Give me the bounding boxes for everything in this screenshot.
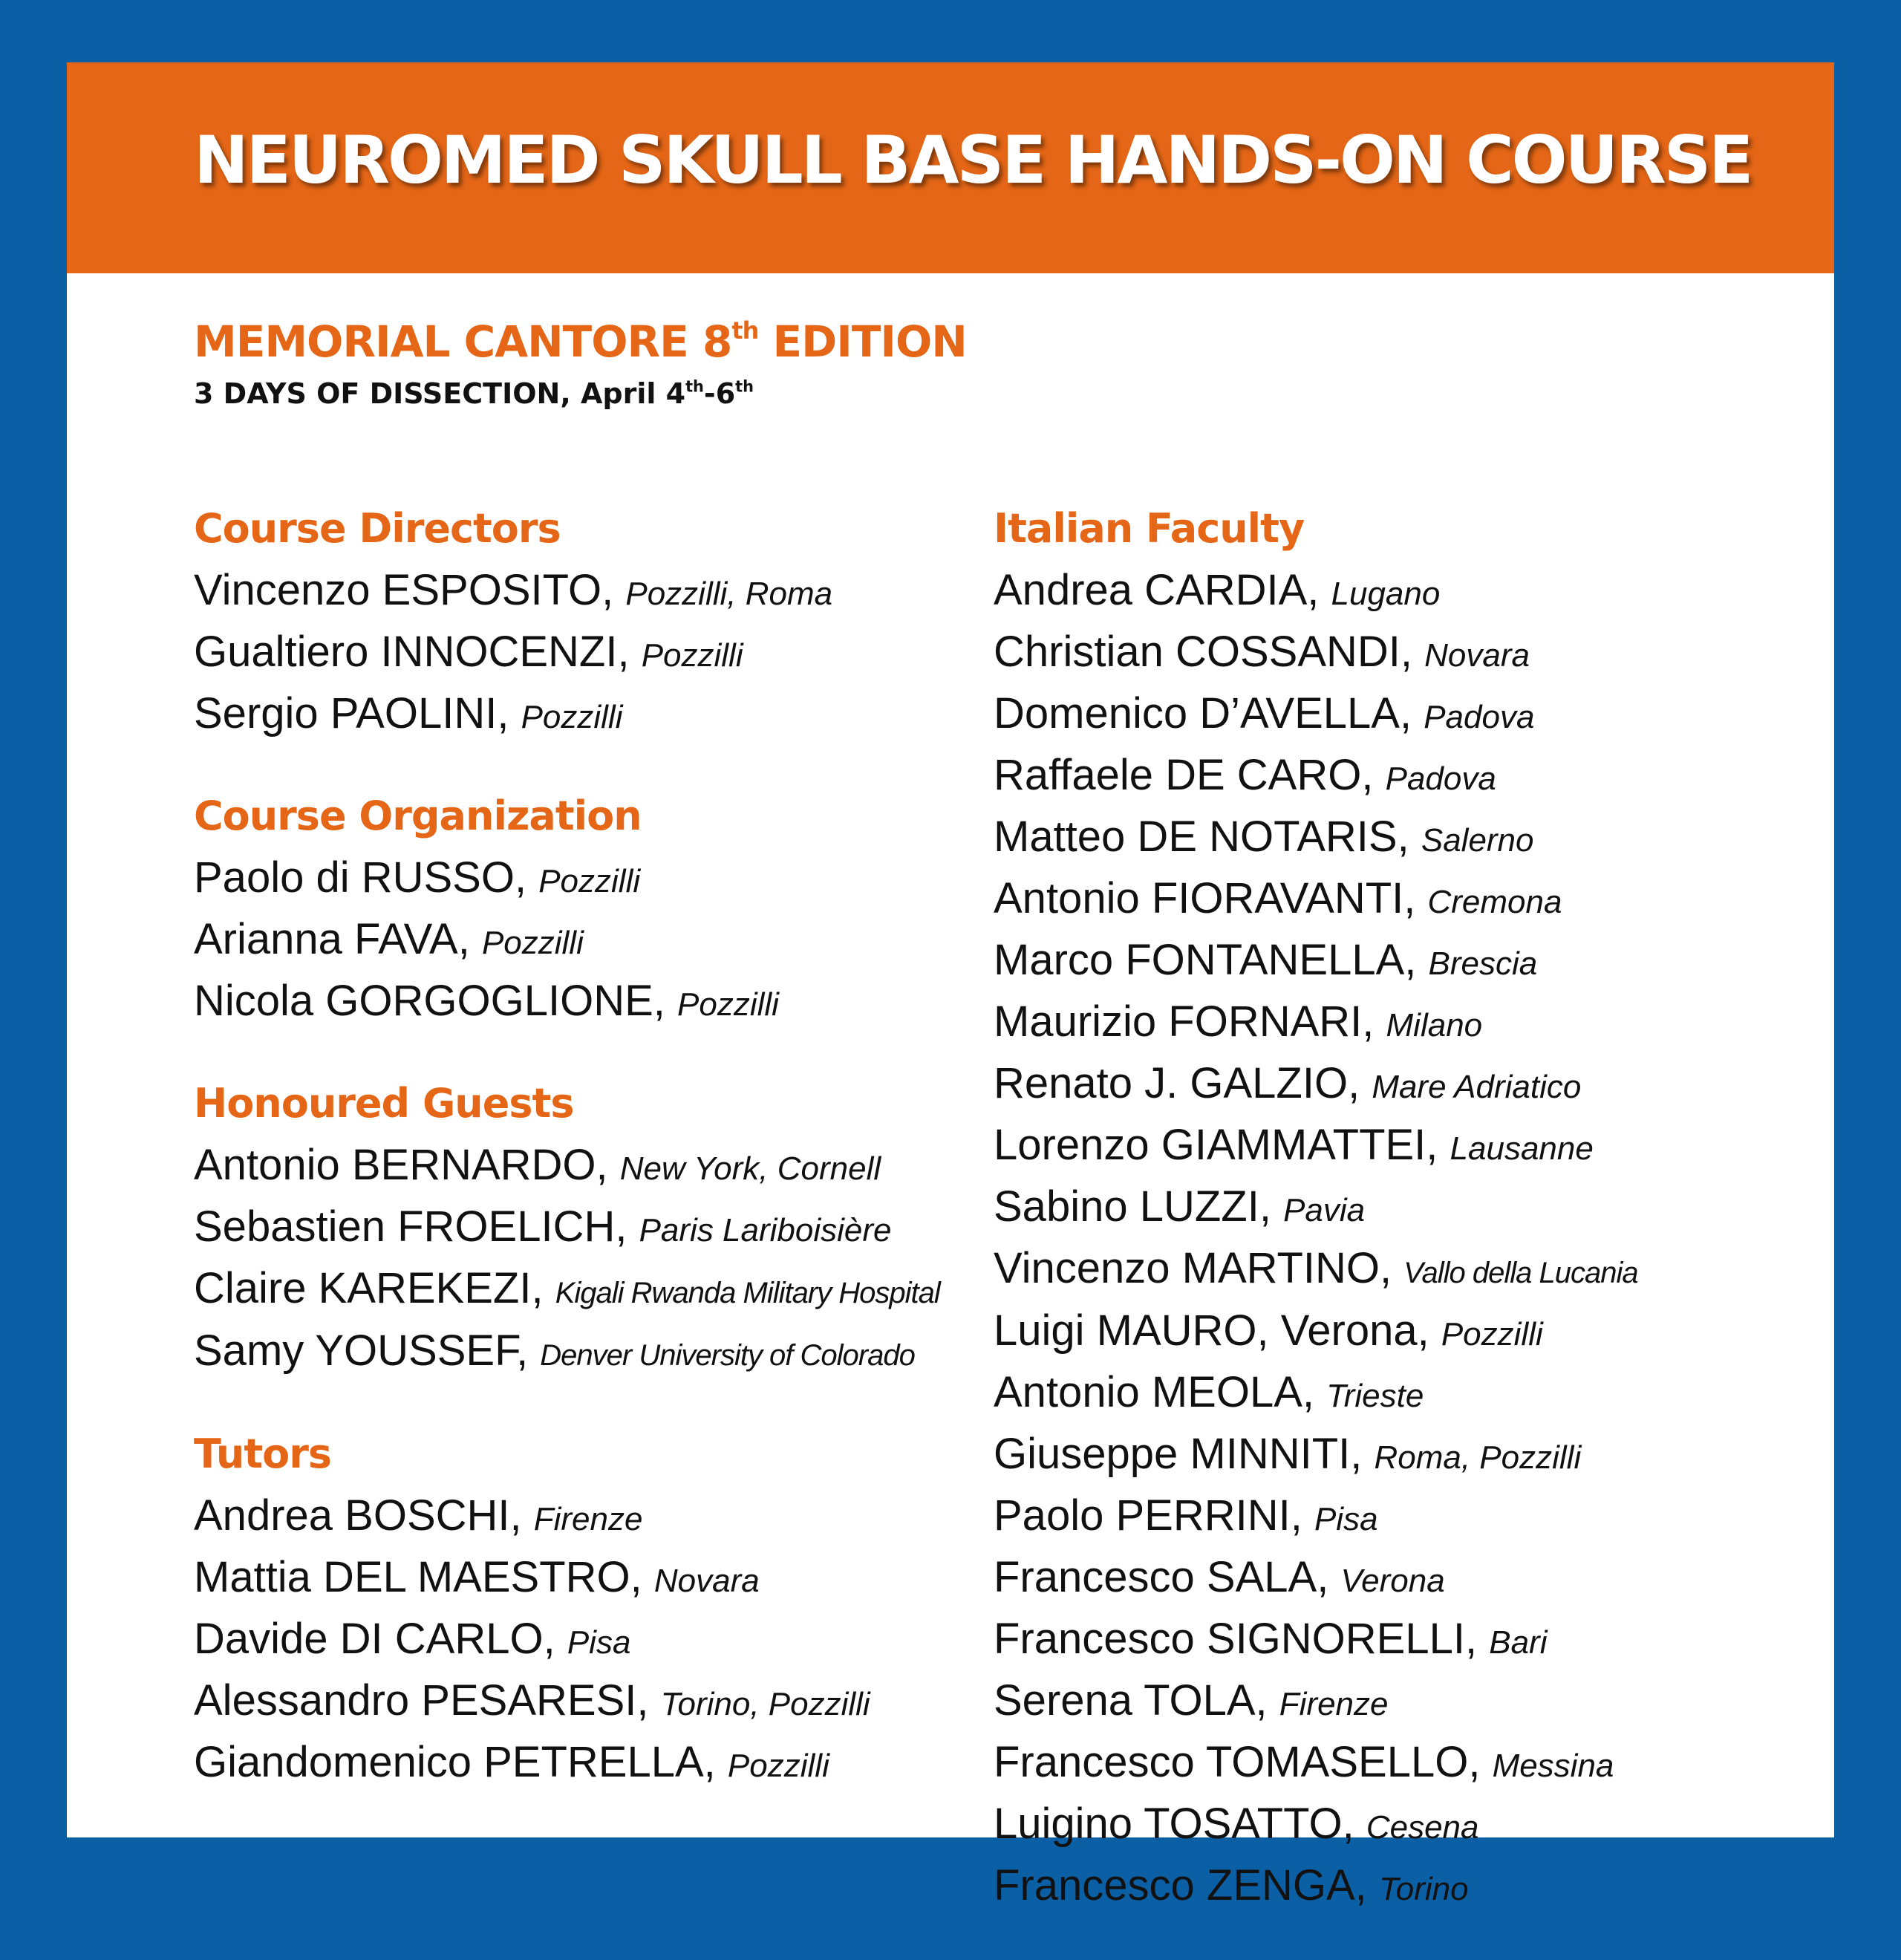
person-entry — [994, 1055, 1796, 1116]
person-name: Lorenzo GIAMMATTEI, — [994, 1121, 1450, 1169]
section-course-organization — [194, 788, 966, 1034]
person-name: Francesco SIGNORELLI, — [994, 1615, 1490, 1663]
person-entry — [194, 1136, 966, 1198]
person-name: Francesco SALA, — [994, 1553, 1341, 1601]
dates-mid: -6 — [703, 377, 736, 410]
person-name: Antonio BERNARDO, — [194, 1141, 620, 1189]
person-entry — [994, 685, 1796, 746]
person-location: Pisa — [1314, 1501, 1378, 1537]
person-name: Antonio FIORAVANTI, — [994, 874, 1428, 922]
person-entry — [994, 808, 1796, 870]
person-name: Francesco TOMASELLO, — [994, 1738, 1493, 1786]
content-card — [67, 62, 1834, 1909]
person-entry — [194, 1198, 966, 1260]
person-name: Samy YOUSSEF, — [194, 1326, 541, 1375]
person-entry — [994, 746, 1796, 808]
section-italian-faculty — [994, 501, 1796, 1918]
title-banner — [67, 62, 1834, 273]
person-name: Giuseppe MINNITI, — [994, 1430, 1375, 1478]
person-name: Serena TOLA, — [994, 1676, 1279, 1725]
left-column — [194, 501, 966, 1837]
person-location: Padova — [1385, 761, 1496, 797]
right-column — [994, 501, 1796, 1960]
person-entry — [194, 1733, 966, 1795]
person-name: Vincenzo MARTINO, — [994, 1244, 1404, 1292]
person-entry — [994, 561, 1796, 623]
person-entry — [194, 972, 966, 1034]
person-location: Cesena — [1366, 1809, 1479, 1846]
person-location: Mare Adriatico — [1372, 1069, 1582, 1105]
person-location: Roma, Pozzilli — [1374, 1439, 1582, 1476]
section-title: Italian Faculty — [994, 505, 1305, 552]
person-location: Messina — [1492, 1748, 1614, 1784]
person-location: Milano — [1386, 1007, 1483, 1044]
person-location: Torino, Pozzilli — [660, 1686, 870, 1722]
person-location: Pozzilli — [1441, 1316, 1543, 1352]
person-name: Vincenzo ESPOSITO, — [194, 566, 626, 614]
edition-subtitle — [194, 316, 967, 367]
edition-suffix: EDITION — [758, 316, 967, 367]
person-name: Raffaele DE CARO, — [994, 751, 1386, 799]
person-name: Antonio MEOLA, — [994, 1368, 1327, 1416]
person-entry — [994, 1795, 1796, 1857]
person-location: Pavia — [1283, 1192, 1366, 1228]
person-name: Renato J. GALZIO, — [994, 1059, 1372, 1107]
person-entry — [194, 1549, 966, 1610]
person-entry — [194, 623, 966, 685]
person-entry — [194, 561, 966, 623]
person-location: Padova — [1424, 699, 1535, 735]
course-title: NEUROMED SKULL BASE HANDS-ON COURSE — [194, 122, 1752, 198]
person-name: Andrea CARDIA, — [994, 566, 1331, 614]
person-location: Pozzilli — [677, 986, 779, 1023]
person-name: Paolo di RUSSO, — [194, 853, 539, 902]
person-name: Sergio PAOLINI, — [194, 689, 521, 738]
person-name: Alessandro PESARESI, — [194, 1676, 661, 1725]
person-entry — [194, 685, 966, 746]
person-entry — [994, 1425, 1796, 1487]
person-name: Luigi MAURO, Verona, — [994, 1306, 1441, 1355]
person-name: Domenico D’AVELLA, — [994, 689, 1424, 738]
person-entry — [994, 931, 1796, 993]
person-name: Andrea BOSCHI, — [194, 1491, 534, 1540]
person-location: Pozzilli — [481, 925, 584, 961]
person-entry — [194, 849, 966, 911]
person-location: Firenze — [1279, 1686, 1389, 1722]
person-location: Pisa — [567, 1624, 631, 1661]
person-name: Marco FONTANELLA, — [994, 936, 1429, 984]
person-location: Pozzilli — [521, 699, 623, 735]
person-name: Maurizio FORNARI, — [994, 997, 1386, 1046]
person-name: Nicola GORGOGLIONE, — [194, 977, 678, 1025]
person-entry — [194, 1322, 966, 1384]
person-entry — [994, 1549, 1796, 1610]
person-location: Pozzilli — [727, 1748, 829, 1784]
person-name: Christian COSSANDI, — [994, 628, 1425, 676]
person-name: Sebastien FROELICH, — [194, 1202, 639, 1251]
person-location: Trieste — [1326, 1378, 1424, 1414]
person-location: New York, Cornell — [619, 1150, 881, 1187]
person-entry — [994, 1487, 1796, 1549]
person-location: Pozzilli — [538, 863, 641, 899]
person-location: Lugano — [1331, 576, 1441, 612]
person-location: Paris Lariboisière — [639, 1212, 892, 1248]
course-dates — [194, 377, 754, 410]
person-name: Claire KAREKEZI, — [194, 1264, 555, 1312]
person-name: Sabino LUZZI, — [994, 1182, 1284, 1231]
dates-sup-start: th — [685, 377, 704, 396]
person-name: Matteo DE NOTARIS, — [994, 813, 1421, 861]
person-name: Giandomenico PETRELLA, — [194, 1738, 728, 1786]
section-title: Course Directors — [194, 505, 561, 552]
person-entry — [994, 1672, 1796, 1733]
person-name: Mattia DEL MAESTRO, — [194, 1553, 654, 1601]
person-name: Francesco ZENGA, — [994, 1861, 1379, 1909]
dates-sup-end: th — [735, 377, 754, 396]
section-title: Course Organization — [194, 792, 642, 839]
person-location: Bari — [1489, 1624, 1548, 1661]
person-location: Torino — [1378, 1871, 1469, 1907]
person-location: Denver University of Colorado — [540, 1339, 915, 1372]
person-location: Brescia — [1428, 945, 1538, 982]
person-name: Gualtiero INNOCENZI, — [194, 628, 642, 676]
section-title: Honoured Guests — [194, 1080, 574, 1127]
person-name: Luigino TOSATTO, — [994, 1800, 1366, 1848]
person-entry — [994, 1364, 1796, 1425]
person-entry — [994, 1857, 1796, 1918]
person-location: Salerno — [1421, 822, 1534, 859]
person-entry — [194, 1672, 966, 1733]
person-entry — [994, 870, 1796, 931]
person-entry — [194, 1487, 966, 1549]
person-location: Cremona — [1427, 884, 1562, 920]
person-location: Pozzilli — [641, 637, 743, 674]
person-entry — [994, 1302, 1796, 1364]
person-entry — [194, 1610, 966, 1672]
person-entry — [994, 1240, 1796, 1302]
person-location: Novara — [653, 1563, 760, 1599]
person-name: Paolo PERRINI, — [994, 1491, 1314, 1540]
person-location: Firenze — [533, 1501, 643, 1537]
edition-ordinal: th — [731, 316, 759, 345]
person-name: Davide DI CARLO, — [194, 1615, 567, 1663]
edition-prefix: MEMORIAL CANTORE 8 — [194, 316, 732, 367]
person-location: Pozzilli, Roma — [625, 576, 833, 612]
person-location: Vallo della Lucania — [1403, 1257, 1638, 1289]
person-name: Arianna FAVA, — [194, 915, 482, 963]
person-entry — [194, 1260, 966, 1322]
person-entry — [994, 993, 1796, 1055]
person-location: Verona — [1340, 1563, 1445, 1599]
person-entry — [994, 1610, 1796, 1672]
person-location: Kigali Rwanda Military Hospital — [555, 1277, 940, 1309]
section-tutors — [194, 1426, 966, 1795]
person-entry — [994, 1178, 1796, 1240]
person-location: Lausanne — [1450, 1130, 1594, 1167]
section-honoured-guests — [194, 1075, 966, 1384]
person-entry — [194, 911, 966, 972]
person-entry — [994, 623, 1796, 685]
person-entry — [994, 1733, 1796, 1795]
dates-prefix: 3 DAYS OF DISSECTION, April 4 — [194, 377, 686, 410]
person-location: Novara — [1424, 637, 1530, 674]
section-course-directors — [194, 501, 966, 746]
section-title: Tutors — [194, 1430, 332, 1477]
person-entry — [994, 1116, 1796, 1178]
